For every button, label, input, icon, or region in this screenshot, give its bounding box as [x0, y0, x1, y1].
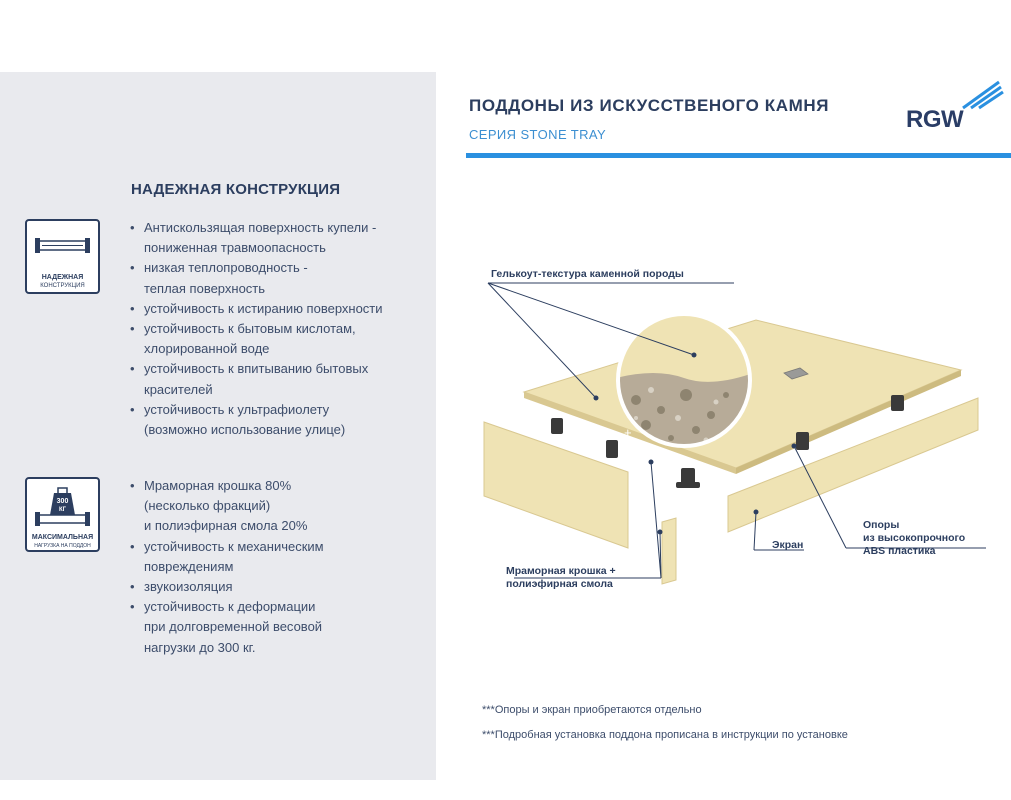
feature-list-material — [128, 476, 324, 658]
page-title: ПОДДОНЫ ИЗ ИСКУССТВЕНОГО КАМНЯ — [469, 96, 830, 115]
callout-supports-line1: Опоры — [863, 519, 900, 531]
callout-gelcoat: Гелькоут-текстура каменной породы — [491, 268, 684, 280]
list-item: • устойчивость к ультрафиолету — [128, 400, 383, 420]
section-title: НАДЕЖНАЯ КОНСТРУКЦИЯ — [131, 181, 341, 198]
callout-marble-line2: полиэфирная смола — [506, 578, 613, 590]
note-supports: ***Опоры и экран приобретаются отдельно — [482, 704, 702, 716]
list-item: • устойчивость к впитыванию бытовых — [128, 359, 383, 379]
list-item: (возможно использование улице) — [144, 422, 346, 438]
badge-label: МАКСИМАЛЬНАЯ — [31, 534, 94, 541]
list-item: • Антискользящая поверхность купели - — [128, 218, 383, 238]
construction-badge — [25, 219, 100, 294]
list-item: хлорированной воде — [144, 341, 270, 357]
note-installation: ***Подробная установка поддона прописана в инструкции по установке — [482, 729, 848, 741]
screen-corner-piece — [662, 518, 676, 584]
callout-screen: Экран — [772, 539, 804, 551]
list-item: • Мраморная крошка 80% — [128, 476, 324, 496]
list-item: • устойчивость к истиранию поверхности — [128, 299, 383, 319]
badge-sublabel: КОНСТРУКЦИЯ — [40, 283, 85, 289]
badge-label: НАДЕЖНАЯ — [41, 274, 84, 281]
list-item: • устойчивость к деформации — [128, 597, 324, 617]
list-item: при долговременной весовой — [144, 619, 323, 635]
list-item: пониженная травмоопасность — [144, 240, 326, 256]
list-item: • устойчивость к механическим — [128, 537, 324, 557]
list-item: и полиэфирная смола 20% — [144, 518, 308, 534]
brand-logo-text: RGW — [906, 106, 964, 133]
list-item: теплая поверхность — [144, 280, 266, 296]
list-item: нагрузки до 300 кг. — [144, 639, 256, 655]
list-item: • низкая теплопроводность - — [128, 258, 383, 278]
header-divider — [466, 153, 1011, 158]
callout-supports-line2: из высокопрочного — [863, 532, 966, 544]
list-item: красителей — [144, 381, 213, 397]
list-item: • звукоизоляция — [128, 577, 324, 597]
weight-unit: КГ — [58, 507, 67, 513]
max-load-badge — [25, 477, 100, 552]
series-subtitle: СЕРИЯ STONE TRAY — [469, 127, 607, 142]
list-item: • устойчивость к бытовым кислотам, — [128, 319, 383, 339]
feature-list-surface — [128, 218, 383, 440]
weight-value: 300 — [56, 498, 69, 505]
callout-marble-line1: Мраморная крошка + — [506, 565, 616, 577]
badge-sublabel: НАГРУЗКА НА ПОДДОН — [34, 543, 91, 549]
plus-sign: + — [624, 425, 632, 440]
list-item: (несколько фракций) — [144, 498, 271, 514]
list-item: повреждениям — [144, 558, 234, 574]
callout-supports-line3: ABS пластика — [863, 545, 936, 557]
